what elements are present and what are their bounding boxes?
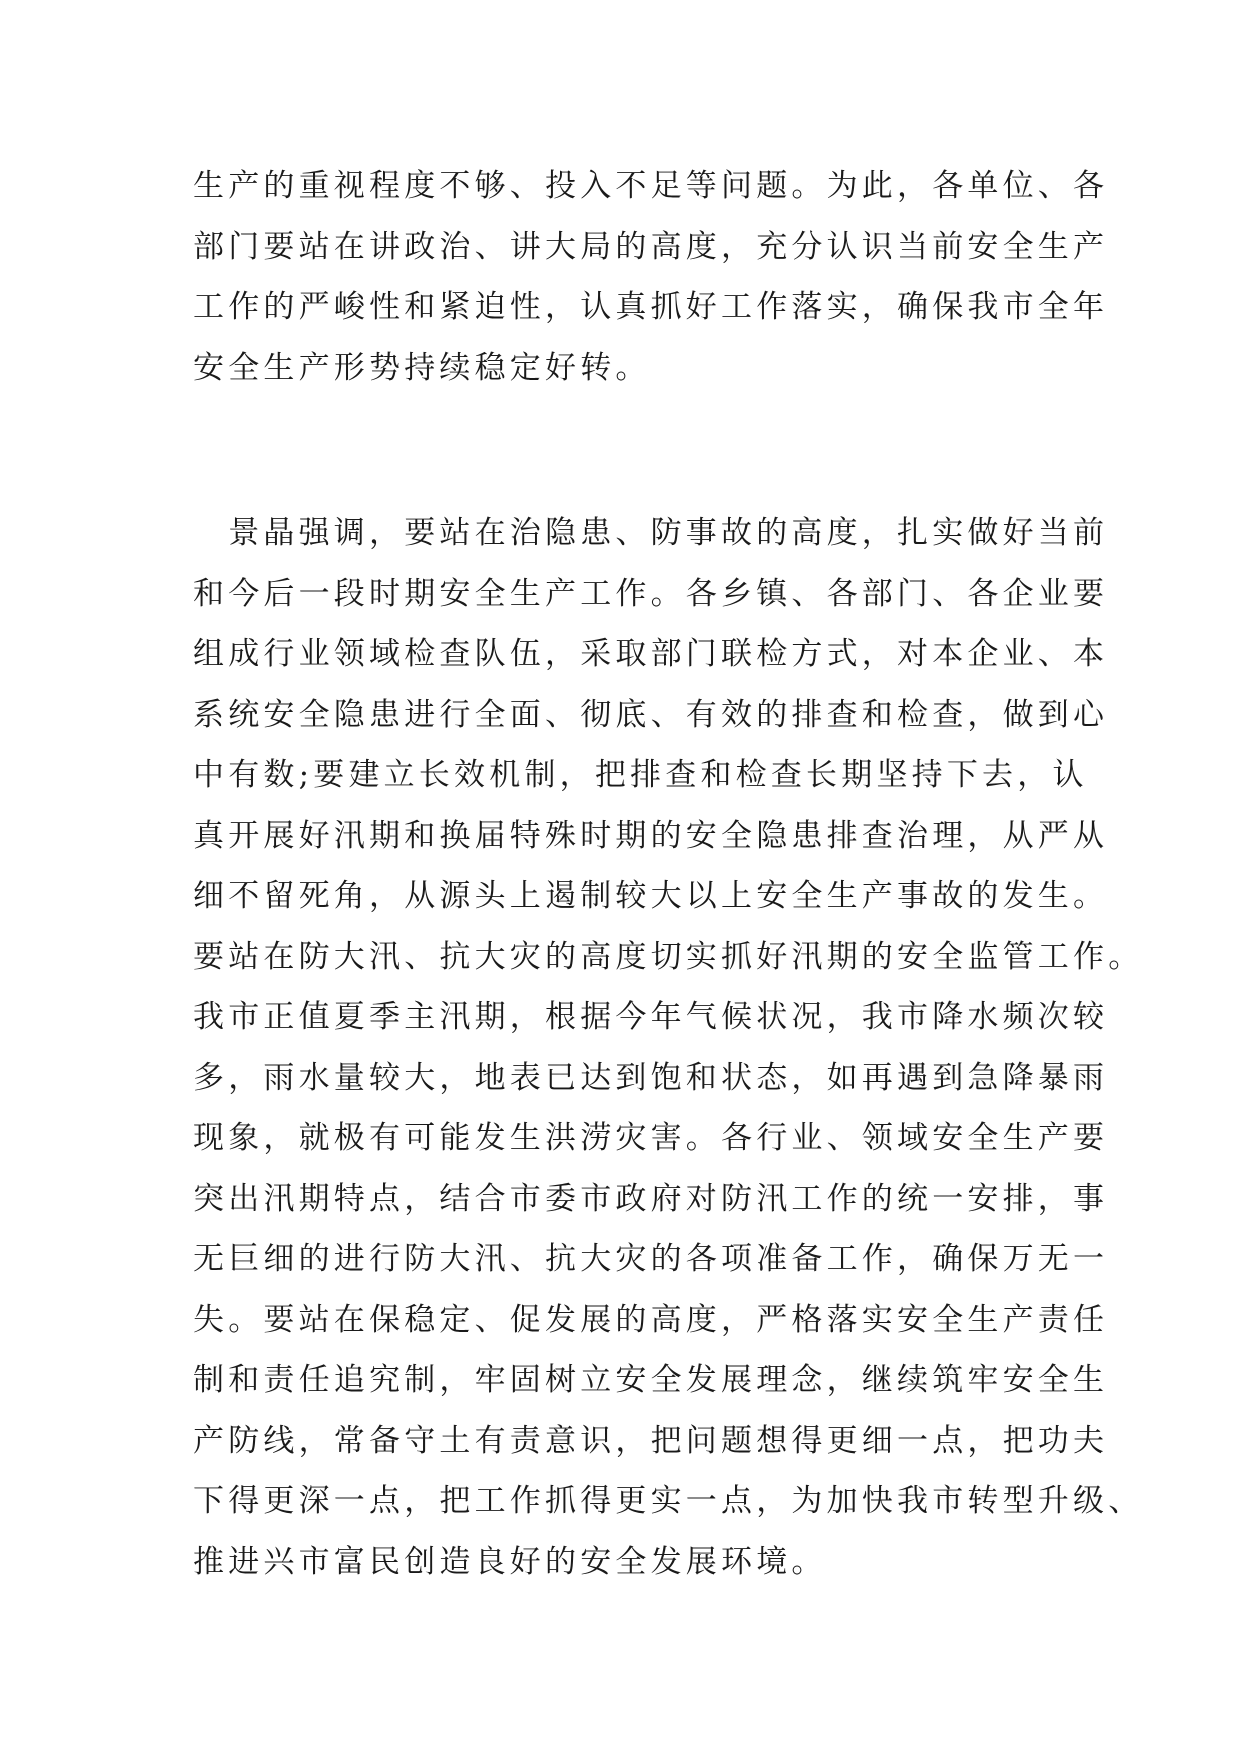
paragraph-line: 制和责任追究制，牢固树立安全发展理念，继续筑牢安全生	[193, 1362, 1109, 1398]
paragraph-line: 工作的严峻性和紧迫性，认真抓好工作落实，确保我市全年	[193, 289, 1109, 325]
paragraph-line: 突出汛期特点，结合市委市政府对防汛工作的统一安排，事	[193, 1180, 1109, 1217]
paragraph-line: 组成行业领域检查队伍，采取部门联检方式，对本企业、本	[193, 636, 1109, 672]
paragraph-2	[193, 503, 1144, 1592]
paragraph-line: 部门要站在讲政治、讲大局的高度，充分认识当前安全生产	[193, 228, 1109, 265]
paragraph-line: 要站在防大汛、抗大灾的高度切实抓好汛期的安全监管工作。	[193, 938, 1144, 975]
paragraph-line: 产防线，常备守土有责意识，把问题想得更细一点，把功夫	[193, 1422, 1109, 1459]
paragraph-line: 和今后一段时期安全生产工作。各乡镇、各部门、各企业要	[193, 575, 1109, 612]
paragraph-1	[193, 156, 1109, 398]
paragraph-line: 多，雨水量较大，地表已达到饱和状态，如再遇到急降暴雨	[193, 1059, 1109, 1096]
paragraph-line: 安全生产形势持续稳定好转。	[193, 349, 651, 386]
paragraph-line: 景晶强调，要站在治隐患、防事故的高度，扎实做好当前	[193, 515, 1109, 551]
paragraph-line: 现象，就极有可能发生洪涝灾害。各行业、领域安全生产要	[193, 1120, 1109, 1156]
paragraph-line: 下得更深一点，把工作抓得更实一点，为加快我市转型升级、	[193, 1483, 1144, 1519]
paragraph-line: 推进兴市富民创造良好的安全发展环境。	[193, 1543, 827, 1580]
paragraph-line: 中有数;要建立长效机制，把排查和检查长期坚持下去，认	[193, 757, 1088, 793]
paragraph-line: 我市正值夏季主汛期，根据今年气候状况，我市降水频次较	[193, 999, 1109, 1035]
paragraph-line: 真开展好汛期和换届特殊时期的安全隐患排查治理，从严从	[193, 817, 1109, 854]
paragraph-line: 系统安全隐患进行全面、彻底、有效的排查和检查，做到心	[193, 696, 1109, 733]
paragraph-line: 细不留死角，从源头上遏制较大以上安全生产事故的发生。	[193, 878, 1109, 914]
paragraph-line: 无巨细的进行防大汛、抗大灾的各项准备工作，确保万无一	[193, 1241, 1109, 1277]
paragraph-line: 失。要站在保稳定、促发展的高度，严格落实安全生产责任	[193, 1301, 1109, 1338]
paragraph-line: 生产的重视程度不够、投入不足等问题。为此，各单位、各	[193, 168, 1109, 204]
